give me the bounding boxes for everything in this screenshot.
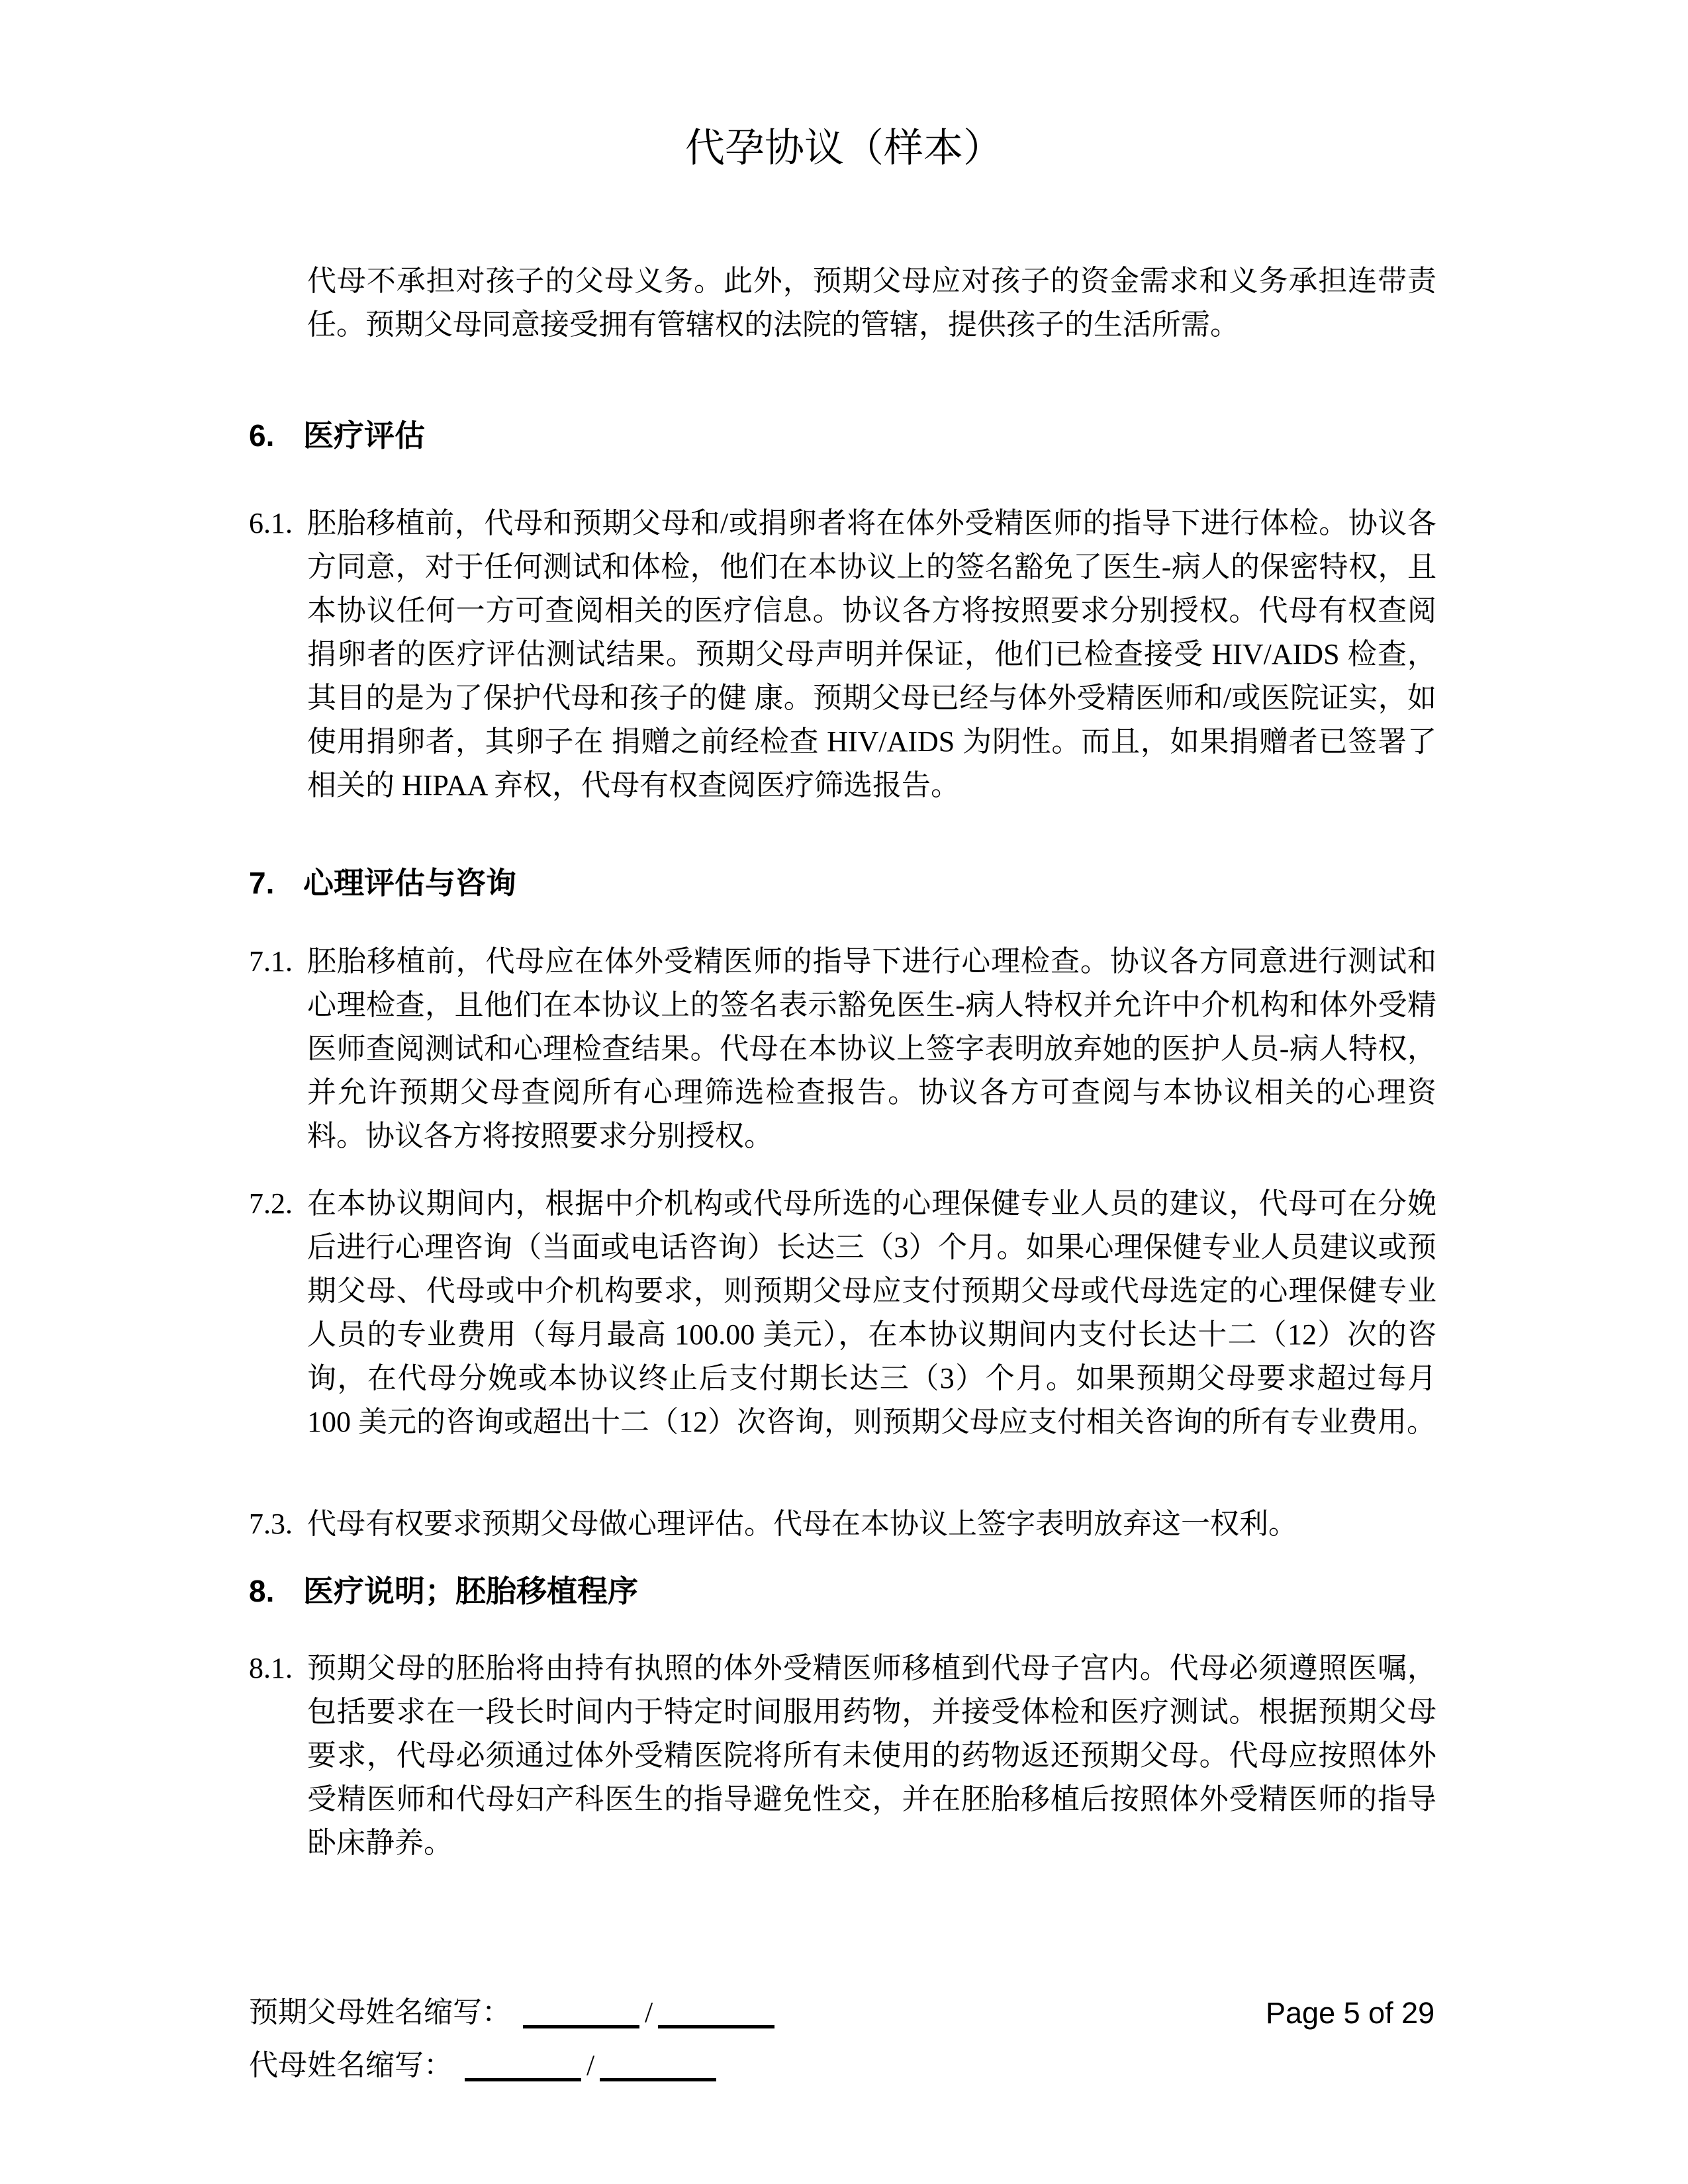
section-heading-6	[249, 417, 1436, 454]
section-number: 6.	[249, 418, 275, 453]
clause-text: 预期父母的胚胎将由持有执照的体外受精医师移植到代母子宫内。代母必须遵照医嘱，包括要求在一段长时间内于特定时间服用药物，并接受体检和医疗测试。根据预期父母要求，代母必须通过体外受精医院将所有未使用的药物返还预期父母。代母应按照体外受精医师和代母妇产科医生的指导避免性交，并在胚胎移植后按照体外受精医师的指导卧床静养。	[307, 1652, 1436, 1859]
slash-separator: /	[586, 2049, 595, 2081]
clause-8-1	[249, 1647, 1436, 1865]
clause-number: 6.1.	[249, 507, 293, 539]
clause-text: 胚胎移植前，代母和预期父母和/或捐卵者将在体外受精医师的指导下进行体检。协议各方同意，对于任何测试和体检，他们在本协议上的签名豁免了医生-病人的保密特权，且本协议任何一方可查阅相关的医疗信息。协议各方将按照要求分别授权。代母有权查阅捐卵者的医疗评估测试结果。预期父母声明并保证，他们已检查接受 HIV/AIDS 检查，其目的是为了保护代母和孩子的健 康。预期父母已经与体外受精医师和/或医院证实，如使用捐卵者，其卵子在 捐赠之前经检查 HIV/AIDS 为阴性。而且，如果捐赠者已签署了相关的 HIPAA 弃权，代母有权查阅医疗筛选报告。	[307, 507, 1436, 801]
initials-blank	[658, 2005, 774, 2028]
section-heading-8	[249, 1572, 1436, 1610]
section-number: 7.	[249, 866, 275, 900]
section-heading-7	[249, 864, 1436, 901]
clause-7-1	[249, 940, 1436, 1158]
clause-number: 7.2.	[249, 1187, 293, 1220]
footer-intended-parents-initials	[249, 1992, 774, 2033]
footer-surrogate-initials	[249, 2045, 716, 2086]
intended-parents-initials-label: 预期父母姓名缩写：	[249, 1996, 511, 2028]
section-heading-text: 医疗评估	[303, 418, 425, 453]
initials-blank	[523, 2005, 639, 2028]
section-heading-text: 医疗说明；胚胎移植程序	[303, 1574, 638, 1608]
page-number: Page 5 of 29	[1266, 1996, 1435, 2030]
clause-text: 代母有权要求预期父母做心理评估。代母在本协议上签字表明放弃这一权利。	[307, 1508, 1297, 1540]
initials-blank	[465, 2058, 581, 2081]
slash-separator: /	[645, 1996, 653, 2028]
clause-number: 8.1.	[249, 1652, 293, 1684]
clause-7-2	[249, 1182, 1436, 1444]
intro-paragraph: 代母不承担对孩子的父母义务。此外，预期父母应对孩子的资金需求和义务承担连带责任。预期父母同意接受拥有管辖权的法院的管辖，提供孩子的生活所需。	[307, 265, 1436, 341]
initials-blank	[600, 2058, 716, 2081]
clause-text: 在本协议期间内，根据中介机构或代母所选的心理保健专业人员的建议，代母可在分娩后进行心理咨询（当面或电话咨询）长达三（3）个月。如果心理保健专业人员建议或预期父母、代母或中介机构要求，则预期父母应支付预期父母或代母选定的心理保健专业人员的专业费用（每月最高 100.00 美元），在本协议期间内支付长达十二（12）次的咨询，在代母分娩或本协议终止后支付期长达三（3）个月。如果预期父母要求超过每月 100 美元的咨询或超出十二（12）次咨询，则预期父母应支付相关咨询的所有专业费用。	[307, 1187, 1436, 1438]
clause-number: 7.1.	[249, 945, 293, 978]
section-number: 8.	[249, 1574, 275, 1608]
clause-6-1	[249, 502, 1436, 807]
clause-text: 胚胎移植前，代母应在体外受精医师的指导下进行心理检查。协议各方同意进行测试和心理检查，且他们在本协议上的签名表示豁免医生-病人特权并允许中介机构和体外受精医师查阅测试和心理检查结果。代母在本协议上签字表明放弃她的医护人员-病人特权，并允许预期父母查阅所有心理筛选检查报告。协议各方可查阅与本协议相关的心理资料。协议各方将按照要求分别授权。	[307, 945, 1436, 1152]
surrogate-initials-label: 代母姓名缩写：	[249, 2049, 453, 2081]
clause-7-3	[249, 1502, 1436, 1546]
clause-number: 7.3.	[249, 1508, 293, 1540]
section-heading-text: 心理评估与咨询	[303, 866, 516, 900]
page-title: 代孕协议（样本）	[685, 126, 1003, 170]
